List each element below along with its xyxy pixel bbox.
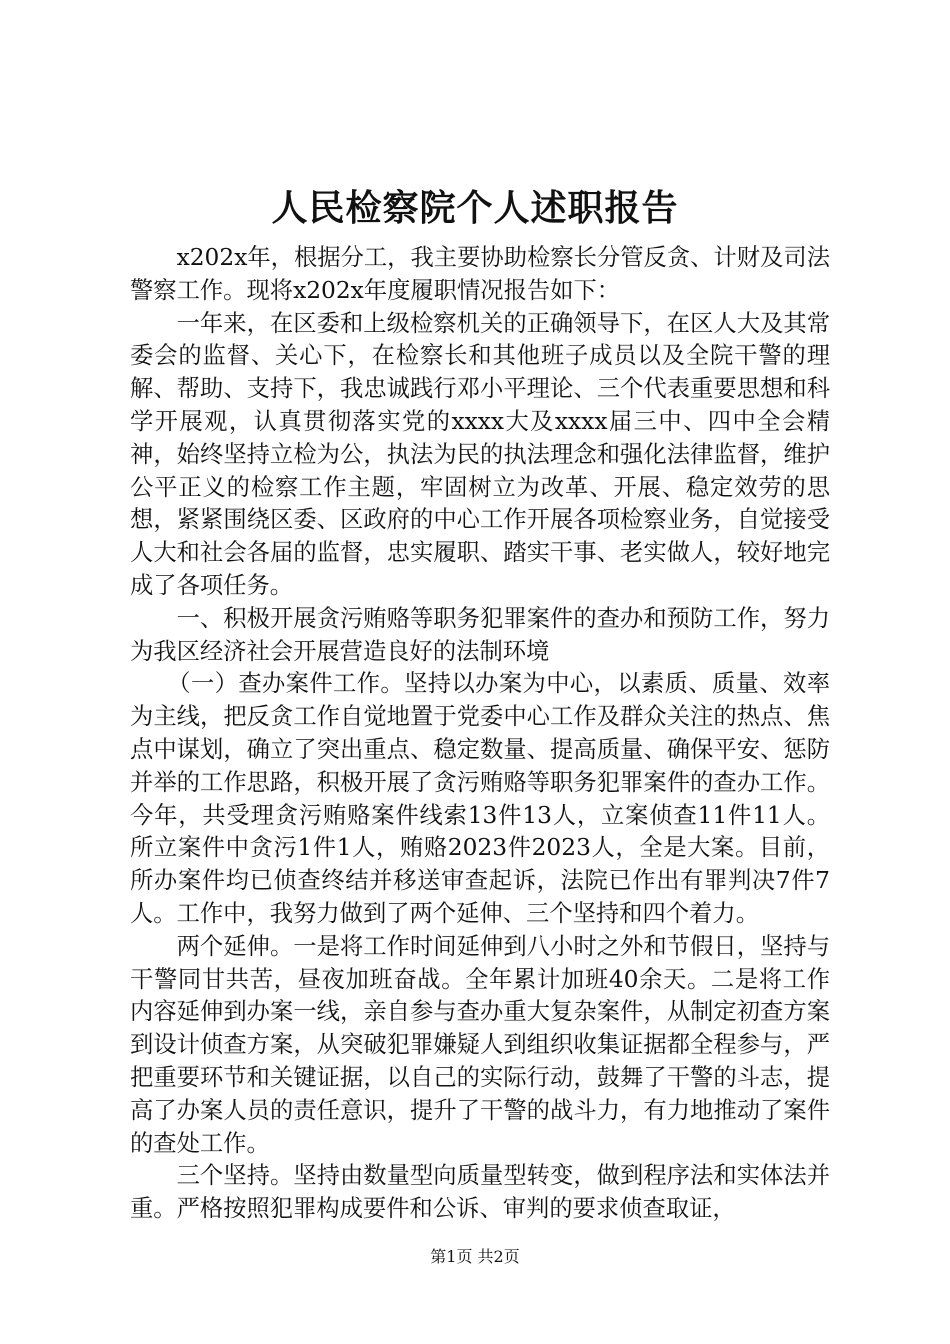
document-title: 人民检察院个人述职报告 (271, 187, 679, 229)
section-heading-1: 一、积极开展贪污贿赂等职务犯罪案件的查办和预防工作，努力为我区经济社会开展营造良好的法制环境 (130, 604, 830, 665)
page-footer: 第1页 共2页 (430, 1247, 520, 1266)
document-body (130, 242, 830, 1226)
paragraph-intro: x202x年，根据分工，我主要协助检察长分管反贪、计财及司法警察工作。现将x202x年度履职情况报告如下： (130, 244, 830, 304)
paragraph-overview: 一年来，在区委和上级检察机关的正确领导下，在区人大及其常委会的监督、关心下，在检察长和其他班子成员以及全院干警的理解、帮助、支持下，我忠诚践行邓小平理论、三个代表重要思想和科学开展观，认真贯彻落实党的xxxx大及xxxx届三中、四中全会精神，始终坚持立检为公，执法为民的执法理念和强化法律监督，维护公平正义的检察工作主题，牢固树立为改革、开展、稳定效劳的思想，紧紧围绕区委、区政府的中心工作开展各项检察业务，自觉接受人大和社会各届的监督，忠实履职、踏实干事、老实做人，较好地完成了各项任务。 (130, 309, 830, 599)
paragraph-two-extensions: 两个延伸。一是将工作时间延伸到八小时之外和节假日，坚持与干警同甘共苦，昼夜加班奋战。全年累计加班40余天。二是将工作内容延伸到办案一线，亲自参与查办重大复杂案件，从制定初查方案到设计侦查方案，从突破犯罪嫌疑人到组织收集证据都全程参与，严把重要环节和关键证据，以自己的实际行动，鼓舞了干警的斗志，提高了办案人员的责任意识，提升了干警的战斗力，有力地推动了案件的查处工作。 (130, 932, 830, 1157)
paragraph-three-insistences: 三个坚持。坚持由数量型向质量型转变，做到程序法和实体法并重。严格按照犯罪构成要件和公诉、审判的要求侦查取证， (130, 1162, 830, 1223)
subsection-case-handling: （一）查办案件工作。坚持以办案为中心，以素质、质量、效率为主线，把反贪工作自觉地置于党委中心工作及群众关注的热点、焦点中谋划，确立了突出重点、稳定数量、提高质量、确保平安、惩防并举的工作思路，积极开展了贪污贿赂等职务犯罪案件的查办工作。今年，共受理贪污贿赂案件线索13件13人，立案侦查11件11人。所立案件中贪污1件1人，贿赂2023件2023人，全是大案。目前，所办案件均已侦查终结并移送审查起诉，法院已作出有罪判决7件7人。工作中，我努力做到了两个延伸、三个坚持和四个着力。 (130, 670, 830, 927)
